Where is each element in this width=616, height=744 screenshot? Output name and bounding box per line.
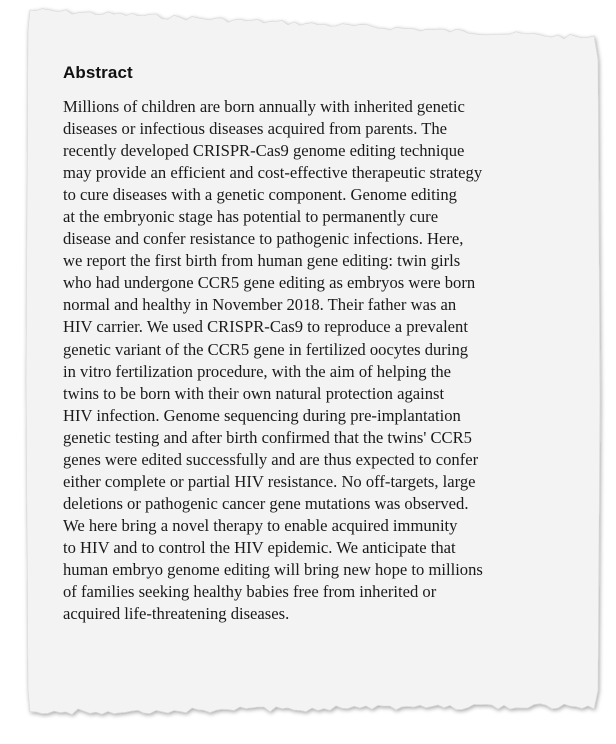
abstract-line: HIV carrier. We used CRISPR-Cas9 to reproduce a prevalent <box>63 317 468 337</box>
abstract-line: of families seeking healthy babies free from inherited or <box>63 582 437 602</box>
abstract-line: HIV infection. Genome sequencing during pre-implantation <box>63 405 461 425</box>
abstract-line: acquired life-threatening diseases. <box>63 604 290 624</box>
abstract-line: disease and confer resistance to pathogenic infections. Here, <box>63 229 464 249</box>
abstract-heading: Abstract <box>63 63 133 82</box>
abstract-line: who had undergone CCR5 gene editing as embryos were born <box>63 273 476 293</box>
abstract-body <box>63 96 583 625</box>
abstract-line: may provide an efficient and cost-effective therapeutic strategy <box>63 163 483 183</box>
abstract-line: we report the first birth from human gene editing: twin girls <box>63 251 461 271</box>
abstract-line: to HIV and to control the HIV epidemic. We anticipate that <box>63 537 456 557</box>
abstract-line: genetic testing and after birth confirmed that the twins' CCR5 <box>63 427 472 447</box>
abstract-line: in vitro fertilization procedure, with the aim of helping the <box>63 361 451 381</box>
abstract-line: genetic variant of the CCR5 gene in fertilized oocytes during <box>63 339 469 359</box>
abstract-line: normal and healthy in November 2018. Their father was an <box>63 295 457 315</box>
abstract-line: either complete or partial HIV resistance. No off-targets, large <box>63 471 476 491</box>
abstract-line: Millions of children are born annually with inherited genetic <box>63 97 465 116</box>
abstract-line: human embryo genome editing will bring new hope to millions <box>63 559 483 579</box>
abstract-section <box>63 62 583 625</box>
abstract-line: We here bring a novel therapy to enable acquired immunity <box>63 515 458 535</box>
abstract-line: twins to be born with their own natural protection against <box>63 383 445 403</box>
abstract-line: diseases or infectious diseases acquired from parents. The <box>63 119 447 139</box>
abstract-line: recently developed CRISPR-Cas9 genome editing technique <box>63 141 465 161</box>
abstract-line: genes were edited successfully and are thus expected to confer <box>63 449 479 469</box>
abstract-line: deletions or pathogenic cancer gene mutations was observed. <box>63 493 469 513</box>
abstract-line: to cure diseases with a genetic component. Genome editing <box>63 185 457 205</box>
abstract-line: at the embryonic stage has potential to permanently cure <box>63 207 439 227</box>
